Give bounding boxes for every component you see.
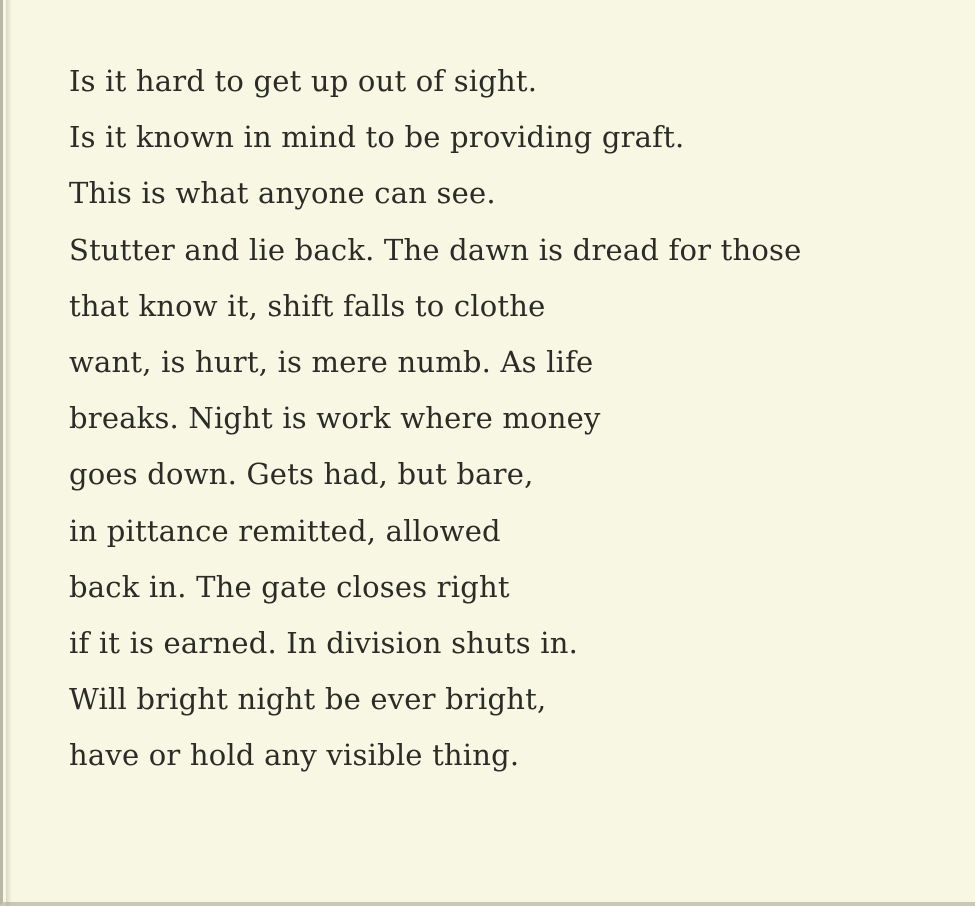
poem-line-13: have or hold any visible thing. <box>69 738 520 773</box>
poem-line-7: breaks. Night is work where money <box>69 401 601 436</box>
poem-line-6: want, is hurt, is mere numb. As life <box>69 344 594 379</box>
page-edge-shadow <box>6 0 12 906</box>
poem-line-4: Stutter and lie back. The dawn is dread for those <box>69 232 802 267</box>
poem-line-3: This is what anyone can see. <box>69 176 496 211</box>
poem-line-2: Is it known in mind to be providing graft. <box>69 120 685 155</box>
poem-line-1: Is it hard to get up out of sight. <box>69 64 538 98</box>
poem-text <box>69 58 801 788</box>
poem-line-5: that know it, shift falls to clothe <box>69 288 546 323</box>
poem-line-11: if it is earned. In division shuts in. <box>69 625 579 660</box>
poem-line-12: Will bright night be ever bright, <box>69 682 547 717</box>
poem-line-9: in pittance remitted, allowed <box>69 513 501 548</box>
poem-line-10: back in. The gate closes right <box>69 569 510 604</box>
poem-line-8: goes down. Gets had, but bare, <box>69 457 534 492</box>
